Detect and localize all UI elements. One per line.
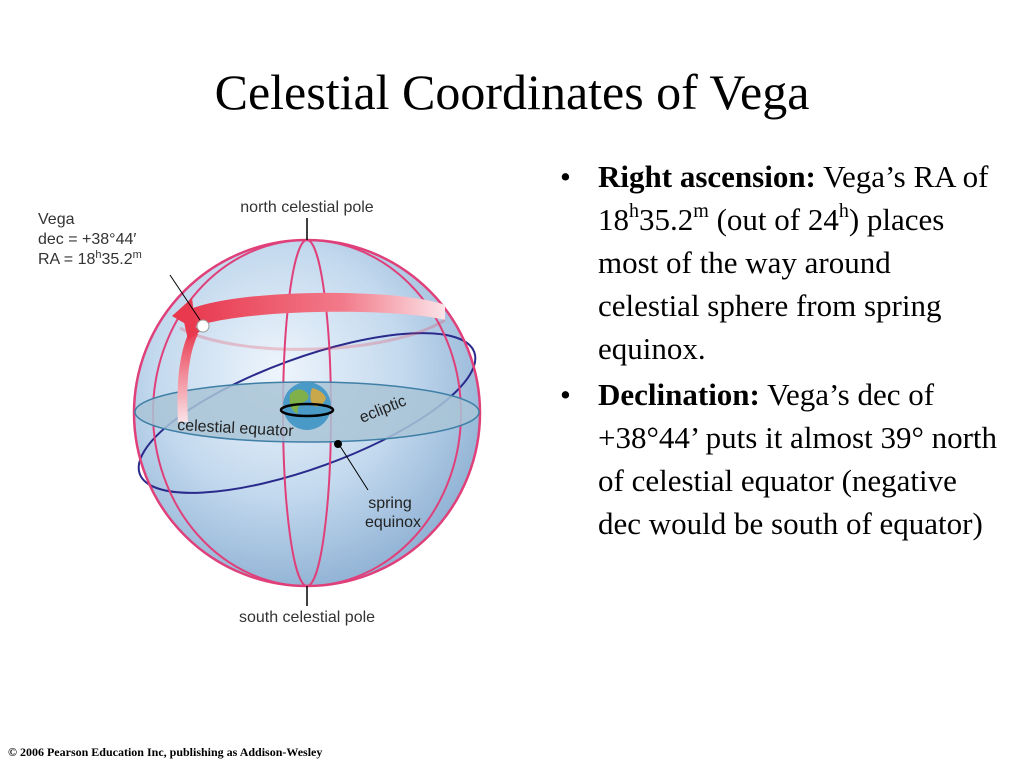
copyright-footer: © 2006 Pearson Education Inc, publishing as Addison-Wesley (8, 745, 323, 759)
south-pole-label: south celestial pole (238, 609, 376, 626)
vega-ra-label: RA = $18^h35.2^m$ (38, 249, 142, 268)
vega-star (197, 320, 209, 332)
bullet-2-heading: Declination: (598, 377, 760, 412)
bullet-list (560, 155, 1000, 548)
celestial-sphere-figure (38, 180, 540, 650)
bullet-1-heading: Right ascension: (598, 159, 816, 194)
spring-equinox-label-line2: equinox (364, 514, 422, 531)
ecliptic-label: ecliptic (357, 392, 409, 427)
slide-title: Celestial Coordinates of Vega (214, 64, 810, 120)
bullet-right-ascension: • Right ascension: Vega’s RA of 18$^h$35.2$^m$ (out of 24$^h$) places most of the way around celestial sphere from spring equinox. (560, 159, 989, 366)
vega-dec-label: dec = +38°44′ (38, 231, 137, 248)
celestial-equator-label: celestial equator (176, 417, 295, 441)
north-pole-label: north celestial pole (240, 199, 374, 216)
spring-equinox-label-line1: spring (368, 495, 412, 512)
vega-name-label: Vega (38, 211, 75, 228)
bullet-declination: • Declination: Vega’s dec of +38°44’ puts it almost 39° north of celestial equator (negative dec would be south of equator) (560, 377, 998, 541)
